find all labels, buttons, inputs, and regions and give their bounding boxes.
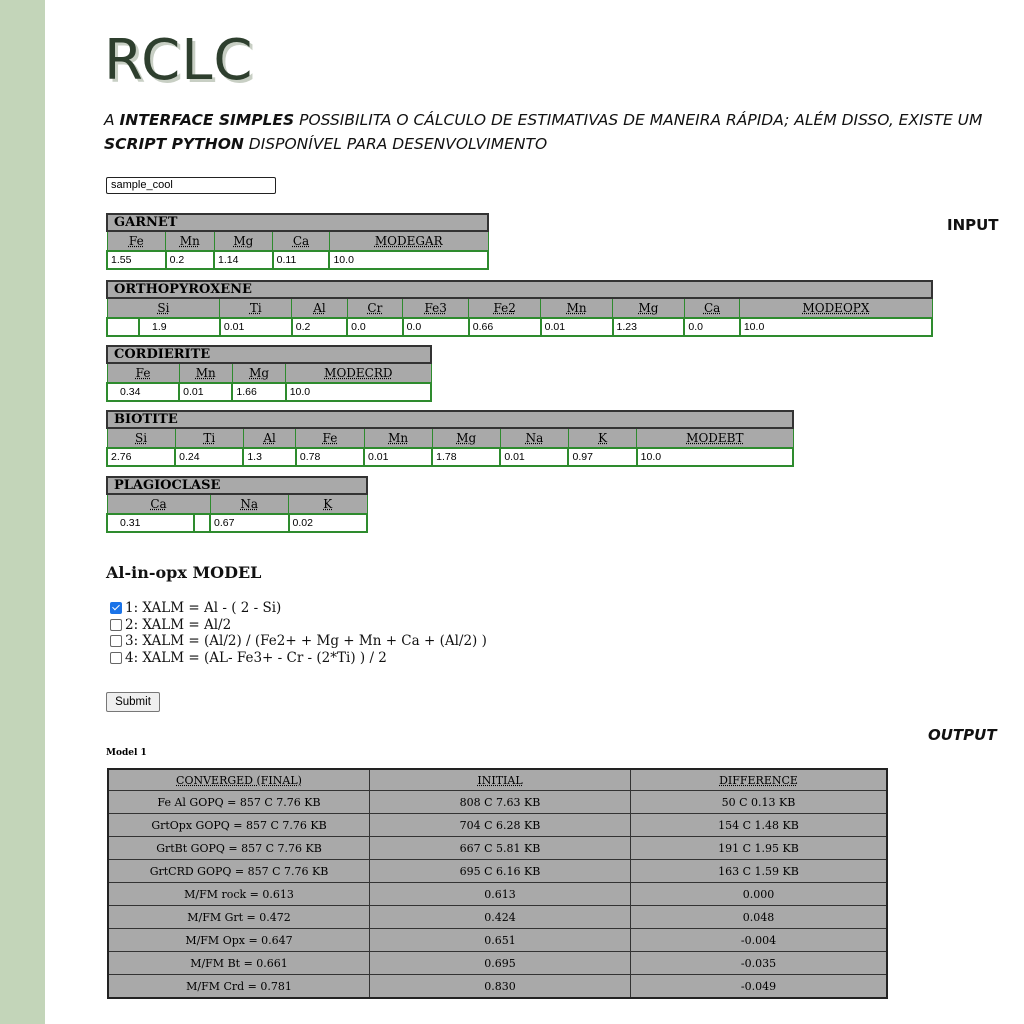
garnet-mg-input[interactable]: 1.14	[218, 254, 239, 266]
biotite-na-input[interactable]: 0.01	[504, 451, 525, 463]
opx-label: Mg	[613, 298, 685, 318]
intro-text: A INTERFACE SIMPLES POSSIBILITA O CÁLCULO DE ESTIMATIVAS DE MANEIRA RÁPIDA; ALÉM DISSO, EXISTE UM SCRIPT PYTHON DISPONÍVEL PARA DESENVOLVIMENTO	[104, 111, 983, 153]
garnet-label: Mg	[214, 231, 273, 251]
model-option-2[interactable]: 2: XALM = Al/2	[110, 617, 487, 634]
opx-spacer-cell	[107, 318, 139, 336]
biotite-label: Al	[243, 428, 296, 448]
biotite-label: MODEBT	[637, 428, 793, 448]
opx-label: Fe3	[403, 298, 469, 318]
checkbox-checked-icon[interactable]	[110, 602, 122, 614]
garnet-label: Fe	[107, 231, 166, 251]
opx-mode-input[interactable]: 10.0	[743, 321, 765, 333]
biotite-label: Si	[107, 428, 175, 448]
biotite-k-input[interactable]: 0.97	[572, 451, 593, 463]
opx-label: MODEOPX	[740, 298, 932, 318]
opx-label: Al	[292, 298, 347, 318]
plagioclase-title: PLAGIOCLASE	[107, 477, 367, 494]
sample-name-input[interactable]: sample_cool	[106, 177, 276, 194]
biotite-label: Fe	[296, 428, 364, 448]
biotite-mode-input[interactable]: 10.0	[640, 451, 662, 463]
plagioclase-spacer-cell	[194, 514, 210, 532]
output-label: OUTPUT	[928, 726, 997, 744]
model-options	[110, 600, 487, 666]
cordierite-title: CORDIERITE	[107, 346, 431, 363]
input-label: INPUT	[947, 216, 999, 234]
cordierite-table	[106, 345, 432, 402]
plagioclase-k-input[interactable]: 0.02	[292, 517, 313, 529]
garnet-mn-input[interactable]: 0.2	[169, 254, 185, 266]
plagioclase-label: Ca	[107, 494, 210, 514]
results-header: INITIAL	[370, 769, 631, 791]
cordierite-fe-input[interactable]: 0.34	[120, 386, 141, 398]
biotite-label: K	[568, 428, 636, 448]
table-row: M/FM rock = 0.613 0.613 0.000	[108, 883, 887, 906]
opx-ca-input[interactable]: 0.0	[688, 321, 704, 333]
biotite-ti-input[interactable]: 0.24	[179, 451, 200, 463]
opx-si-input[interactable]: 1.9	[152, 321, 167, 333]
model-heading: Al-in-opx MODEL	[106, 563, 262, 582]
model-option-3[interactable]: 3: XALM = (Al/2) / (Fe2+ + Mg + Mn + Ca + (Al/2) )	[110, 633, 487, 650]
cordierite-mn-input[interactable]: 0.01	[183, 386, 204, 398]
opx-label: Mn	[541, 298, 613, 318]
biotite-label: Mg	[432, 428, 500, 448]
table-row: GrtOpx GOPQ = 857 C 7.76 KB 704 C 6.28 KB 154 C 1.48 KB	[108, 814, 887, 837]
table-row: M/FM Crd = 0.781 0.830 -0.049	[108, 975, 887, 999]
biotite-title: BIOTITE	[107, 411, 793, 428]
cordierite-label: Mg	[232, 363, 285, 383]
biotite-label: Ti	[175, 428, 243, 448]
model-option-4[interactable]: 4: XALM = (AL- Fe3+ - Cr - (2*Ti) ) / 2	[110, 650, 487, 667]
garnet-table	[106, 213, 489, 270]
opx-title: ORTHOPYROXENE	[107, 281, 932, 298]
opx-label: Cr	[347, 298, 402, 318]
opx-table	[106, 280, 933, 337]
plagioclase-ca-input[interactable]: 0.31	[120, 517, 141, 529]
garnet-label: Ca	[273, 231, 330, 251]
garnet-label: MODEGAR	[329, 231, 488, 251]
cordierite-label: Fe	[107, 363, 179, 383]
opx-al-input[interactable]: 0.2	[295, 321, 311, 333]
table-row: M/FM Grt = 0.472 0.424 0.048	[108, 906, 887, 929]
biotite-table	[106, 410, 794, 467]
biotite-si-input[interactable]: 2.76	[111, 451, 132, 463]
opx-label: Ti	[220, 298, 292, 318]
cordierite-label: MODECRD	[286, 363, 431, 383]
plagioclase-label: K	[289, 494, 368, 514]
checkbox-icon[interactable]	[110, 635, 122, 647]
garnet-title: GARNET	[107, 214, 488, 231]
opx-cr-input[interactable]: 0.0	[351, 321, 366, 333]
results-header: CONVERGED (FINAL)	[108, 769, 370, 791]
cordierite-mg-input[interactable]: 1.66	[236, 386, 257, 398]
opx-ti-input[interactable]: 0.01	[223, 321, 245, 333]
opx-fe3-input[interactable]: 0.0	[406, 321, 422, 333]
opx-label: Fe2	[469, 298, 541, 318]
cordierite-mode-input[interactable]: 10.0	[289, 386, 311, 398]
results-table	[107, 768, 888, 999]
plagioclase-na-input[interactable]: 0.67	[214, 517, 235, 529]
biotite-label: Mn	[364, 428, 432, 448]
page-title: RCLC	[104, 28, 254, 93]
plagioclase-table	[106, 476, 368, 533]
biotite-fe-input[interactable]: 0.78	[299, 451, 321, 463]
table-row: GrtBt GOPQ = 857 C 7.76 KB 667 C 5.81 KB 191 C 1.95 KB	[108, 837, 887, 860]
garnet-mode-input[interactable]: 10.0	[333, 254, 354, 266]
biotite-mn-input[interactable]: 0.01	[368, 451, 389, 463]
sidebar-stripe	[0, 0, 45, 1024]
garnet-ca-input[interactable]: 0.11	[276, 254, 297, 266]
table-row: GrtCRD GOPQ = 857 C 7.76 KB 695 C 6.16 KB 163 C 1.59 KB	[108, 860, 887, 883]
biotite-mg-input[interactable]: 1.78	[436, 451, 457, 463]
plagioclase-label: Na	[210, 494, 289, 514]
table-row: M/FM Bt = 0.661 0.695 -0.035	[108, 952, 887, 975]
table-row: M/FM Opx = 0.647 0.651 -0.004	[108, 929, 887, 952]
opx-label: Ca	[684, 298, 739, 318]
opx-mg-input[interactable]: 1.23	[616, 321, 637, 333]
table-row: Fe Al GOPQ = 857 C 7.76 KB 808 C 7.63 KB 50 C 0.13 KB	[108, 791, 887, 814]
garnet-fe-input[interactable]: 1.55	[111, 254, 132, 266]
opx-mn-input[interactable]: 0.01	[544, 321, 566, 333]
opx-fe2-input[interactable]: 0.66	[472, 321, 494, 333]
biotite-label: Na	[500, 428, 568, 448]
results-header: DIFFERENCE	[631, 769, 888, 791]
checkbox-icon[interactable]	[110, 652, 122, 664]
opx-label: Si	[107, 298, 220, 318]
cordierite-label: Mn	[179, 363, 232, 383]
result-title: Model 1	[106, 748, 147, 758]
garnet-label: Mn	[166, 231, 214, 251]
submit-button[interactable]: Submit	[106, 692, 160, 712]
checkbox-icon[interactable]	[110, 619, 122, 631]
biotite-al-input[interactable]: 1.3	[247, 451, 262, 463]
model-option-1[interactable]: 1: XALM = Al - ( 2 - Si)	[110, 600, 487, 617]
